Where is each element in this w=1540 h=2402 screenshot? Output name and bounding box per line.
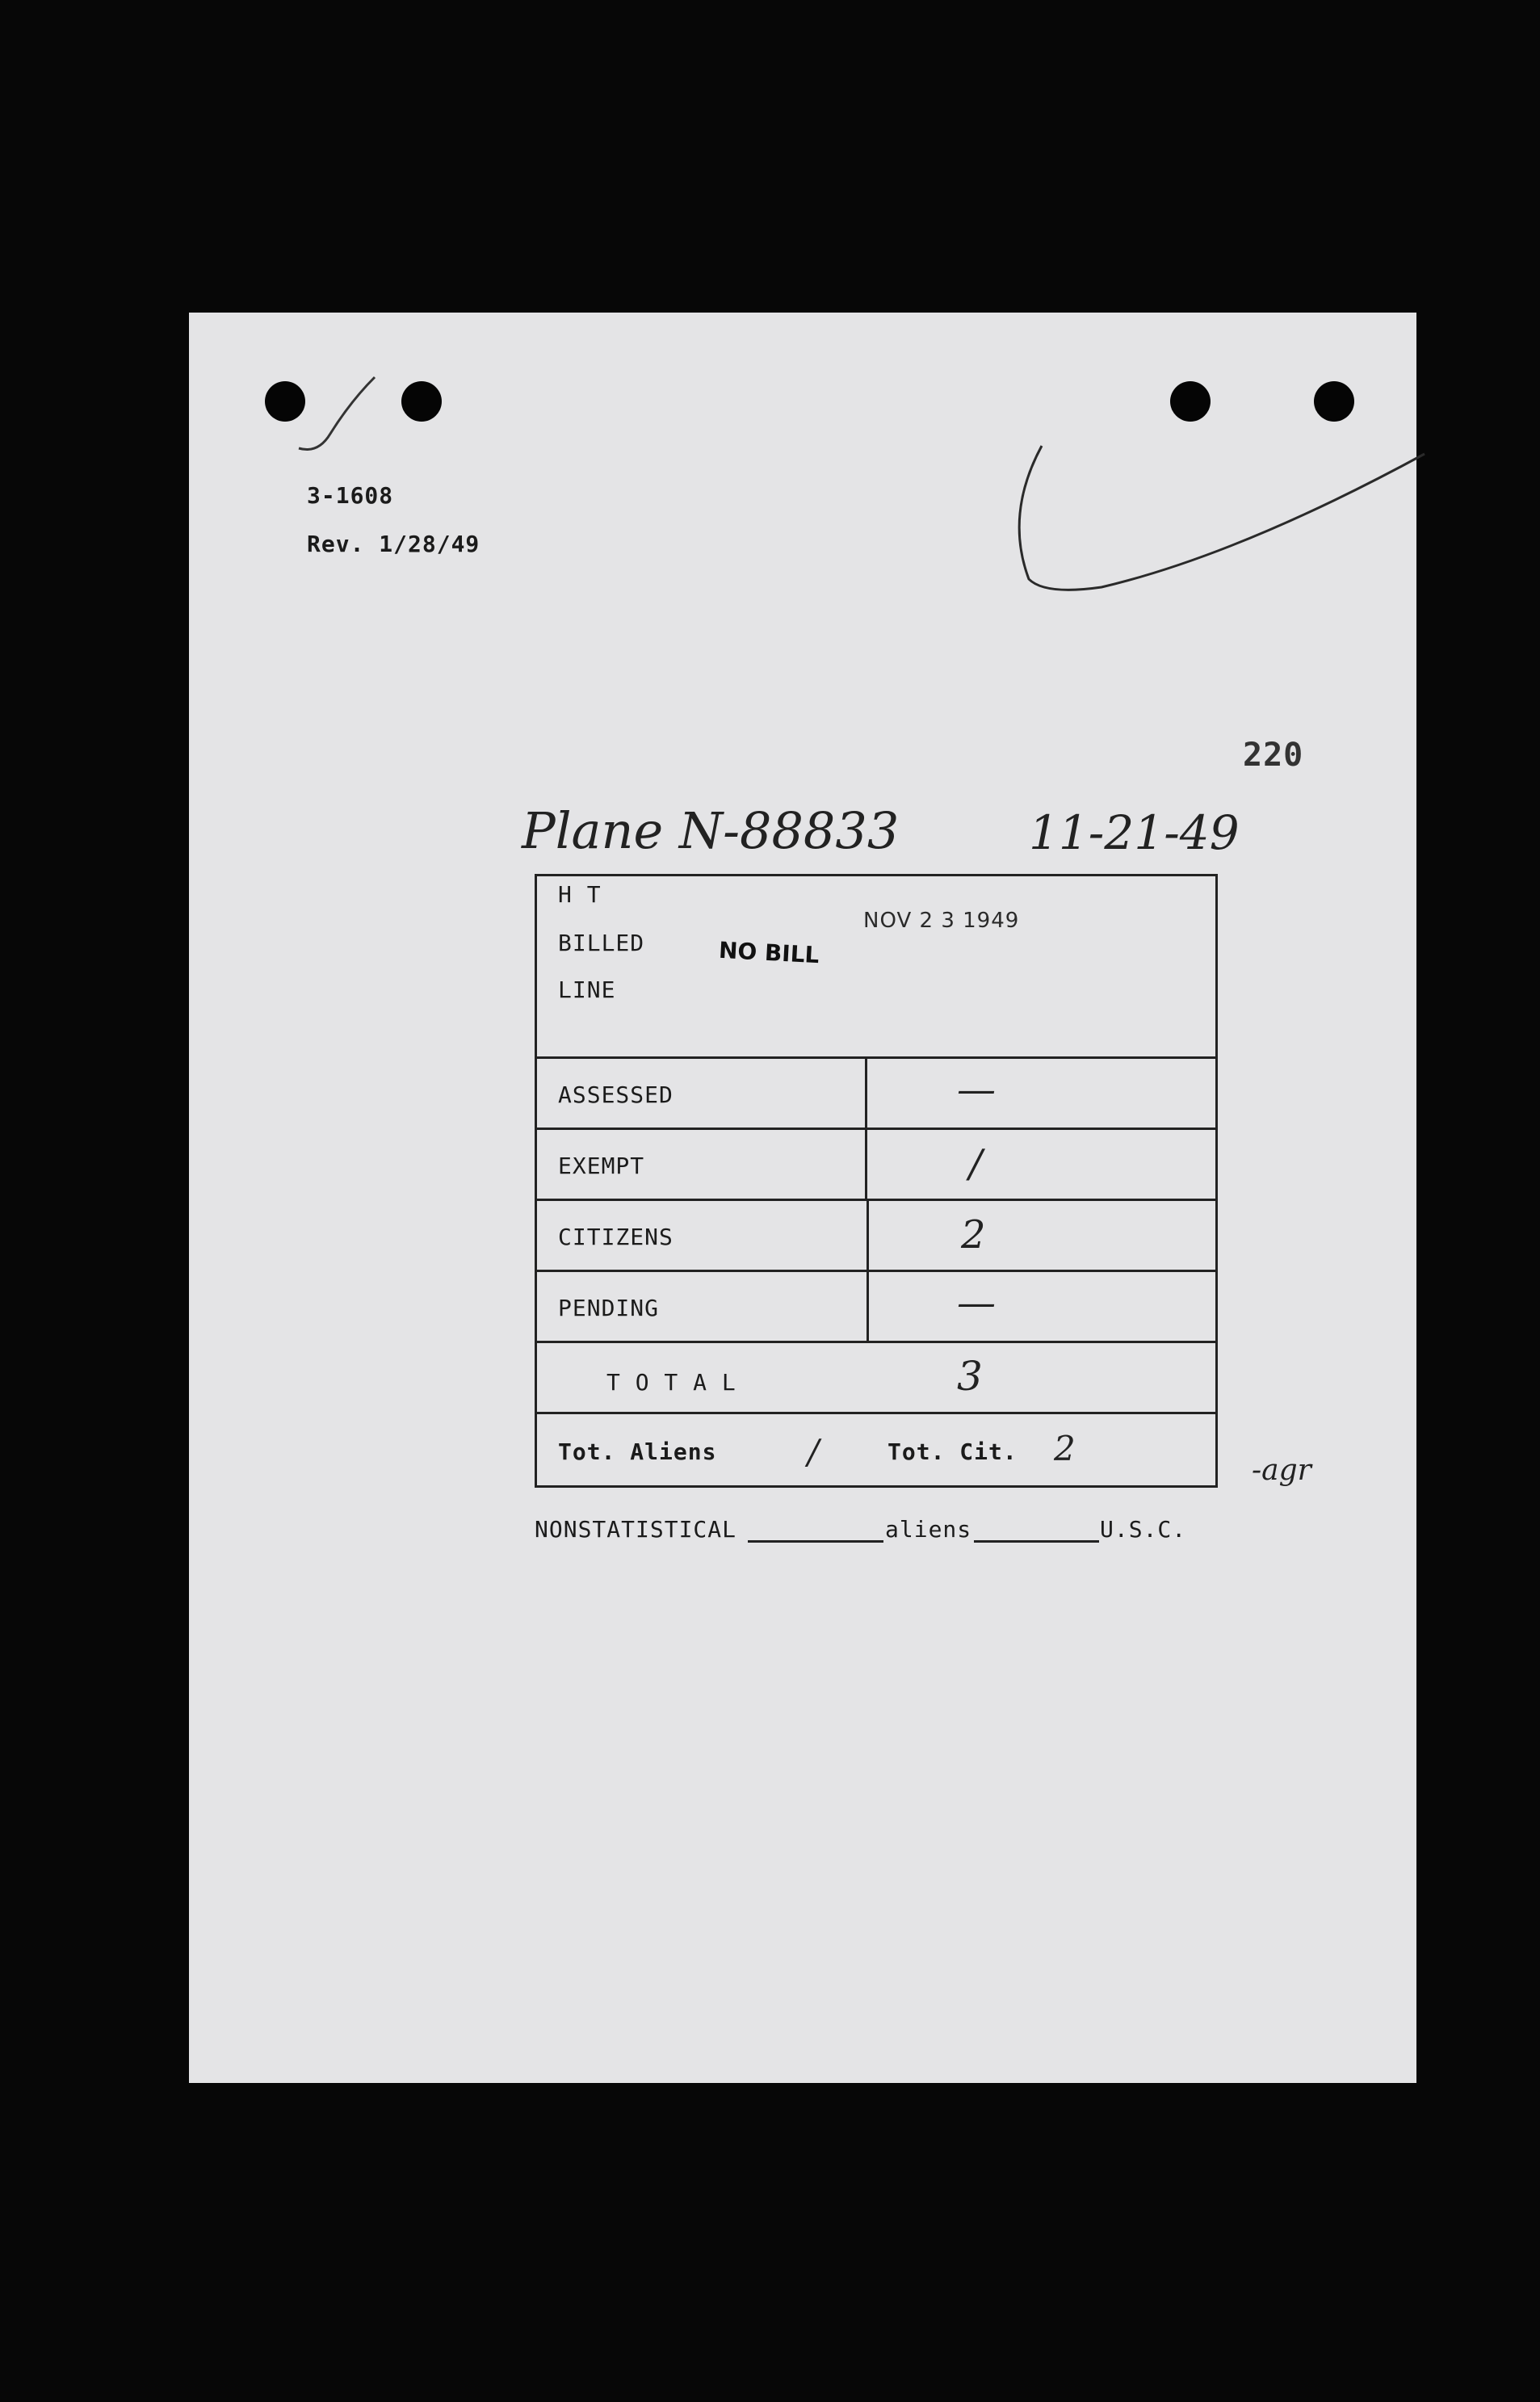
total-label: T O T A L: [606, 1369, 736, 1396]
header-line-ht: H T: [558, 881, 602, 908]
nonstat-usc-label: U.S.C.: [1100, 1516, 1187, 1543]
nonstat-label: NONSTATISTICAL: [535, 1516, 737, 1543]
document-page: [189, 313, 1416, 2083]
no-bill-stamp: NO BILL: [718, 936, 820, 969]
form-revision: Rev. 1/28/49: [307, 531, 480, 557]
row-divider: [865, 1059, 867, 1130]
table-row: [537, 1201, 1215, 1272]
total-row: [537, 1343, 1215, 1414]
row-divider: [865, 1130, 867, 1201]
total-value: 3: [957, 1353, 983, 1400]
row-label-pending: PENDING: [558, 1295, 660, 1321]
row-value-assessed: —: [957, 1067, 996, 1112]
tot-aliens-value: /: [808, 1432, 820, 1472]
nonstat-aliens-label: aliens: [885, 1516, 972, 1543]
totals-footer-row: [537, 1414, 1215, 1485]
table-row: [537, 1059, 1215, 1130]
row-label-exempt: EXEMPT: [558, 1153, 645, 1179]
row-label-assessed: ASSESSED: [558, 1081, 673, 1108]
row-divider: [867, 1201, 869, 1272]
row-value-pending: —: [957, 1280, 996, 1325]
form-box: [535, 874, 1218, 1488]
margin-note: -agr: [1252, 1454, 1311, 1487]
row-divider: [867, 1272, 869, 1343]
header-line-billed: BILLED: [558, 930, 645, 956]
row-label-citizens: CITIZENS: [558, 1224, 673, 1250]
handwritten-plane: Plane N-88833: [522, 801, 900, 860]
date-stamp: NOV 2 3 1949: [863, 909, 1020, 933]
handwritten-date: 11-21-49: [1029, 805, 1240, 860]
row-value-citizens: 2: [961, 1212, 986, 1258]
page-number: 220: [1243, 737, 1304, 774]
nonstat-blank-1: [748, 1540, 883, 1543]
table-row: [537, 1272, 1215, 1343]
tot-cit-label: Tot. Cit.: [887, 1438, 1018, 1465]
header-line-line: LINE: [558, 976, 616, 1003]
tot-cit-value: 2: [1054, 1429, 1076, 1468]
row-value-exempt: /: [969, 1141, 983, 1186]
header-section: [537, 876, 1215, 1059]
tot-aliens-label: Tot. Aliens: [558, 1438, 717, 1465]
form-number: 3-1608: [307, 482, 394, 509]
nonstat-blank-2: [974, 1540, 1099, 1543]
table-row: [537, 1130, 1215, 1201]
